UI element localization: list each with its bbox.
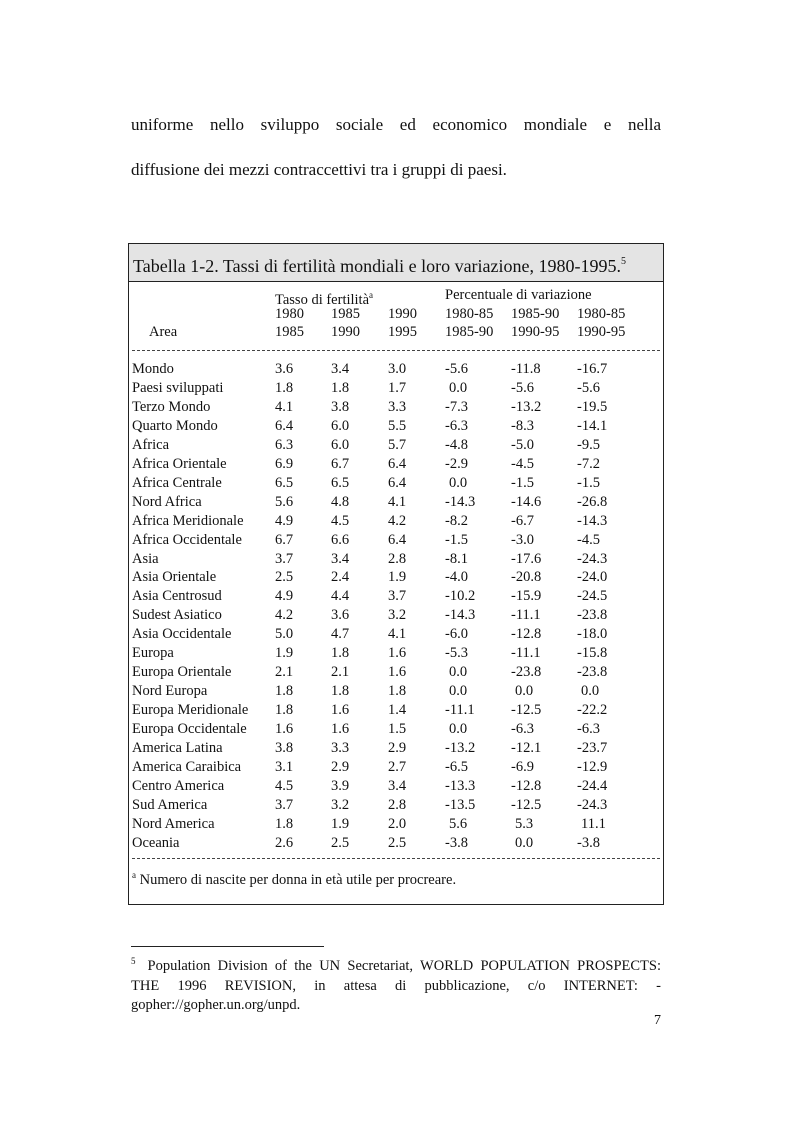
value-cell: -12.5 [511, 702, 542, 719]
value-cell: 3.6 [331, 607, 350, 624]
value-cell: 1.8 [331, 379, 350, 396]
value-cell: -4.0 [445, 569, 468, 586]
value-cell: 1.9 [388, 569, 407, 586]
value-cell: 3.2 [388, 607, 407, 624]
column-header-bottom: 1985 [275, 324, 304, 340]
value-cell: -22.2 [577, 702, 608, 719]
area-cell: Mondo [132, 361, 174, 377]
value-cell: -17.6 [511, 550, 542, 567]
value-cell: 5.0 [275, 626, 294, 643]
value-cell: -10.2 [445, 588, 476, 605]
value-cell: 4.8 [331, 493, 350, 510]
column-header-top: 1985 [331, 306, 360, 322]
value-cell: 3.7 [275, 550, 294, 567]
value-cell: 5.6 [449, 815, 468, 832]
value-cell: -6.9 [511, 758, 534, 775]
column-header-bottom: 1990 [331, 324, 360, 340]
value-cell: -8.3 [511, 417, 534, 434]
value-cell: 6.4 [388, 474, 407, 491]
value-cell: 5.6 [275, 493, 294, 510]
area-cell: Paesi sviluppati [132, 379, 224, 396]
page-number: 7 [654, 1013, 661, 1028]
value-cell: -1.5 [445, 531, 468, 548]
value-cell: 1.8 [388, 683, 407, 700]
value-cell: -1.5 [577, 474, 600, 491]
footnote-rule [131, 946, 324, 947]
value-cell: -5.3 [445, 645, 468, 662]
area-cell: America Latina [132, 740, 223, 756]
value-cell: -14.6 [511, 493, 542, 510]
fertility-note-mark: a [369, 290, 374, 300]
value-cell: 6.4 [388, 455, 407, 472]
value-cell: -6.7 [511, 512, 534, 529]
value-cell: -8.1 [445, 550, 468, 567]
header-area: Area [149, 324, 178, 340]
table-note-text: Numero di nascite per donna in età utile per procreare. [139, 872, 457, 888]
area-cell: Africa Centrale [132, 474, 222, 491]
value-cell: -16.7 [577, 361, 608, 377]
value-cell: -15.9 [511, 588, 542, 605]
area-cell: Asia Orientale [132, 569, 217, 586]
value-cell: 4.5 [275, 777, 294, 794]
value-cell: 4.5 [331, 512, 350, 529]
area-cell: Africa Meridionale [132, 512, 244, 529]
value-cell: -13.2 [445, 740, 476, 756]
value-cell: -26.8 [577, 493, 608, 510]
value-cell: 4.2 [388, 512, 407, 529]
area-cell: Centro America [132, 777, 225, 794]
value-cell: -6.3 [511, 721, 534, 738]
value-cell: 6.0 [331, 436, 350, 453]
value-cell: 1.6 [388, 645, 407, 662]
value-cell: 4.1 [388, 493, 407, 510]
value-cell: -6.0 [445, 626, 468, 643]
value-cell: -12.8 [511, 777, 542, 794]
value-cell: -23.8 [577, 607, 608, 624]
value-cell: 1.6 [388, 664, 407, 681]
value-cell: 5.7 [388, 436, 407, 453]
area-cell: Africa Occidentale [132, 531, 242, 548]
value-cell: 2.5 [275, 569, 294, 586]
column-header-bottom: 1985-90 [445, 324, 494, 340]
value-cell: 0.0 [449, 379, 468, 396]
value-cell: 6.4 [388, 531, 407, 548]
value-cell: 1.8 [331, 683, 350, 700]
value-cell: 6.7 [275, 531, 294, 548]
area-cell: America Caraibica [132, 758, 242, 775]
value-cell: 3.3 [331, 740, 350, 756]
value-cell: 11.1 [581, 815, 606, 832]
value-cell: 1.6 [331, 702, 350, 719]
value-cell: -4.5 [511, 455, 534, 472]
value-cell: 6.0 [331, 417, 350, 434]
value-cell: 1.9 [275, 645, 294, 662]
value-cell: 3.0 [388, 361, 407, 377]
value-cell: 2.5 [331, 834, 350, 851]
column-header-bottom: 1995 [388, 324, 417, 340]
value-cell: 2.6 [275, 834, 294, 851]
area-cell: Africa Orientale [132, 455, 227, 472]
value-cell: 3.4 [331, 550, 350, 567]
value-cell: 4.4 [331, 588, 350, 605]
value-cell: 3.9 [331, 777, 350, 794]
area-cell: Asia Centrosud [132, 588, 222, 605]
value-cell: -11.1 [511, 645, 541, 662]
value-cell: -13.3 [445, 777, 476, 794]
value-cell: -12.1 [511, 740, 542, 756]
value-cell: 1.8 [331, 645, 350, 662]
area-cell: Asia [132, 550, 159, 567]
value-cell: 6.5 [331, 474, 350, 491]
value-cell: 0.0 [581, 683, 600, 700]
value-cell: -11.1 [445, 702, 475, 719]
area-cell: Europa Occidentale [132, 721, 247, 738]
table-note-mark: a [132, 870, 136, 880]
value-cell: 2.7 [388, 758, 407, 775]
value-cell: 6.4 [275, 417, 294, 434]
value-cell: -15.8 [577, 645, 608, 662]
value-cell: -14.3 [445, 607, 476, 624]
area-cell: Quarto Mondo [132, 417, 218, 434]
value-cell: 1.8 [275, 379, 294, 396]
area-cell: Europa Meridionale [132, 702, 249, 719]
column-header-top: 1980-85 [577, 306, 626, 322]
value-cell: -13.5 [445, 796, 476, 813]
value-cell: -12.5 [511, 796, 542, 813]
value-cell: 0.0 [449, 474, 468, 491]
area-cell: Oceania [132, 834, 180, 851]
column-header-top: 1980-85 [445, 306, 494, 322]
value-cell: -13.2 [511, 398, 542, 415]
value-cell: -12.8 [511, 626, 542, 643]
table-title-footnote-ref: 5 [621, 256, 627, 267]
value-cell: -19.5 [577, 398, 608, 415]
value-cell: -24.4 [577, 777, 608, 794]
value-cell: -20.8 [511, 569, 542, 586]
value-cell: 2.0 [388, 815, 407, 832]
header-change-group: Percentuale di variazione [445, 287, 592, 303]
value-cell: 4.1 [275, 398, 294, 415]
table-title [129, 244, 663, 282]
value-cell: 0.0 [449, 721, 468, 738]
value-cell: 3.6 [275, 361, 294, 377]
value-cell: 5.5 [388, 417, 407, 434]
table-note [132, 870, 456, 889]
value-cell: 3.7 [388, 588, 407, 605]
footnote-text: Population Division of the UN Secretariat, WORLD POPULATION PROSPECTS: THE 1996 REVISION, in attesa di pubblicazione, c/o INTERNET: - gopher://gopher.un.org/unpd. [131, 958, 661, 1013]
value-cell: 1.7 [388, 379, 407, 396]
column-header-top: 1990 [388, 306, 417, 322]
value-cell: -6.3 [577, 721, 600, 738]
value-cell: -24.3 [577, 550, 608, 567]
value-cell: 3.2 [331, 796, 350, 813]
value-cell: 3.4 [388, 777, 407, 794]
value-cell: 1.5 [388, 721, 407, 738]
value-cell: 4.9 [275, 512, 294, 529]
value-cell: -1.5 [511, 474, 534, 491]
value-cell: 3.8 [275, 740, 294, 756]
value-cell: -4.5 [577, 531, 600, 548]
value-cell: 0.0 [515, 683, 534, 700]
value-cell: 3.1 [275, 758, 294, 775]
value-cell: -7.3 [445, 398, 468, 415]
area-cell: Africa [132, 436, 170, 453]
value-cell: 1.9 [331, 815, 350, 832]
value-cell: 1.8 [275, 683, 294, 700]
area-cell: Nord America [132, 815, 215, 832]
area-cell: Nord Africa [132, 493, 202, 510]
value-cell: -5.6 [577, 379, 600, 396]
value-cell: 5.3 [515, 815, 534, 832]
value-cell: -6.5 [445, 758, 468, 775]
value-cell: 6.7 [331, 455, 350, 472]
value-cell: -4.8 [445, 436, 468, 453]
value-cell: 1.8 [275, 702, 294, 719]
value-cell: 3.7 [275, 796, 294, 813]
value-cell: 2.1 [275, 664, 294, 681]
value-cell: 1.6 [275, 721, 294, 738]
value-cell: 1.4 [388, 702, 407, 719]
header-divider [132, 350, 660, 351]
value-cell: -23.8 [511, 664, 542, 681]
value-cell: -23.8 [577, 664, 608, 681]
value-cell: 3.3 [388, 398, 407, 415]
value-cell: 6.3 [275, 436, 294, 453]
value-cell: -5.6 [511, 379, 534, 396]
column-header-bottom: 1990-95 [511, 324, 560, 340]
value-cell: -3.8 [445, 834, 468, 851]
value-cell: -18.0 [577, 626, 608, 643]
area-cell: Nord Europa [132, 683, 208, 700]
area-cell: Terzo Mondo [132, 398, 211, 415]
value-cell: -2.9 [445, 455, 468, 472]
fertility-table [128, 243, 664, 905]
value-cell: 0.0 [449, 664, 468, 681]
value-cell: 4.7 [331, 626, 350, 643]
area-cell: Sud America [132, 796, 208, 813]
value-cell: -24.3 [577, 796, 608, 813]
value-cell: -5.6 [445, 361, 468, 377]
value-cell: -7.2 [577, 455, 600, 472]
column-header-top: 1985-90 [511, 306, 560, 322]
footnote-mark: 5 [131, 956, 136, 966]
value-cell: 3.4 [331, 361, 350, 377]
area-cell: Europa Orientale [132, 664, 232, 681]
value-cell: -23.7 [577, 740, 608, 756]
value-cell: 2.9 [331, 758, 350, 775]
value-cell: -24.0 [577, 569, 608, 586]
value-cell: 2.8 [388, 550, 407, 567]
value-cell: 6.9 [275, 455, 294, 472]
value-cell: 2.5 [388, 834, 407, 851]
value-cell: 2.8 [388, 796, 407, 813]
value-cell: -12.9 [577, 758, 608, 775]
value-cell: 1.8 [275, 815, 294, 832]
footnote [131, 952, 661, 1016]
value-cell: -14.3 [577, 512, 608, 529]
value-cell: 4.1 [388, 626, 407, 643]
footer-divider [132, 858, 660, 859]
value-cell: -3.0 [511, 531, 534, 548]
value-cell: 1.6 [331, 721, 350, 738]
value-cell: 4.2 [275, 607, 294, 624]
value-cell: 3.8 [331, 398, 350, 415]
value-cell: -8.2 [445, 512, 468, 529]
value-cell: -5.0 [511, 436, 534, 453]
table-title-text: Tabella 1-2. Tassi di fertilità mondiali e loro variazione, 1980-1995. [133, 256, 622, 276]
header-fertility-group: Tasso di fertilità$^a$ [275, 290, 374, 308]
value-cell: -14.3 [445, 493, 476, 510]
area-cell: Asia Occidentale [132, 626, 232, 643]
value-cell: 4.9 [275, 588, 294, 605]
area-cell: Sudest Asiatico [132, 607, 222, 624]
value-cell: -9.5 [577, 436, 600, 453]
value-cell: 0.0 [449, 683, 468, 700]
body-text-line-1: uniforme nello sviluppo sociale ed economico mondiale e nella [131, 115, 661, 134]
value-cell: 6.6 [331, 531, 350, 548]
column-header-bottom: 1990-95 [577, 324, 626, 340]
value-cell: -3.8 [577, 834, 600, 851]
value-cell: -24.5 [577, 588, 608, 605]
value-cell: -11.8 [511, 361, 541, 377]
value-cell: 2.1 [331, 664, 350, 681]
value-cell: -11.1 [511, 607, 541, 624]
area-cell: Europa [132, 645, 174, 662]
value-cell: 6.5 [275, 474, 294, 491]
value-cell: 0.0 [515, 834, 534, 851]
value-cell: -6.3 [445, 417, 468, 434]
value-cell: 2.9 [388, 740, 407, 756]
value-cell: 2.4 [331, 569, 350, 586]
value-cell: -14.1 [577, 417, 608, 434]
column-header-top: 1980 [275, 306, 304, 322]
body-text-line-2: diffusione dei mezzi contraccettivi tra i gruppi di paesi. [131, 160, 507, 179]
